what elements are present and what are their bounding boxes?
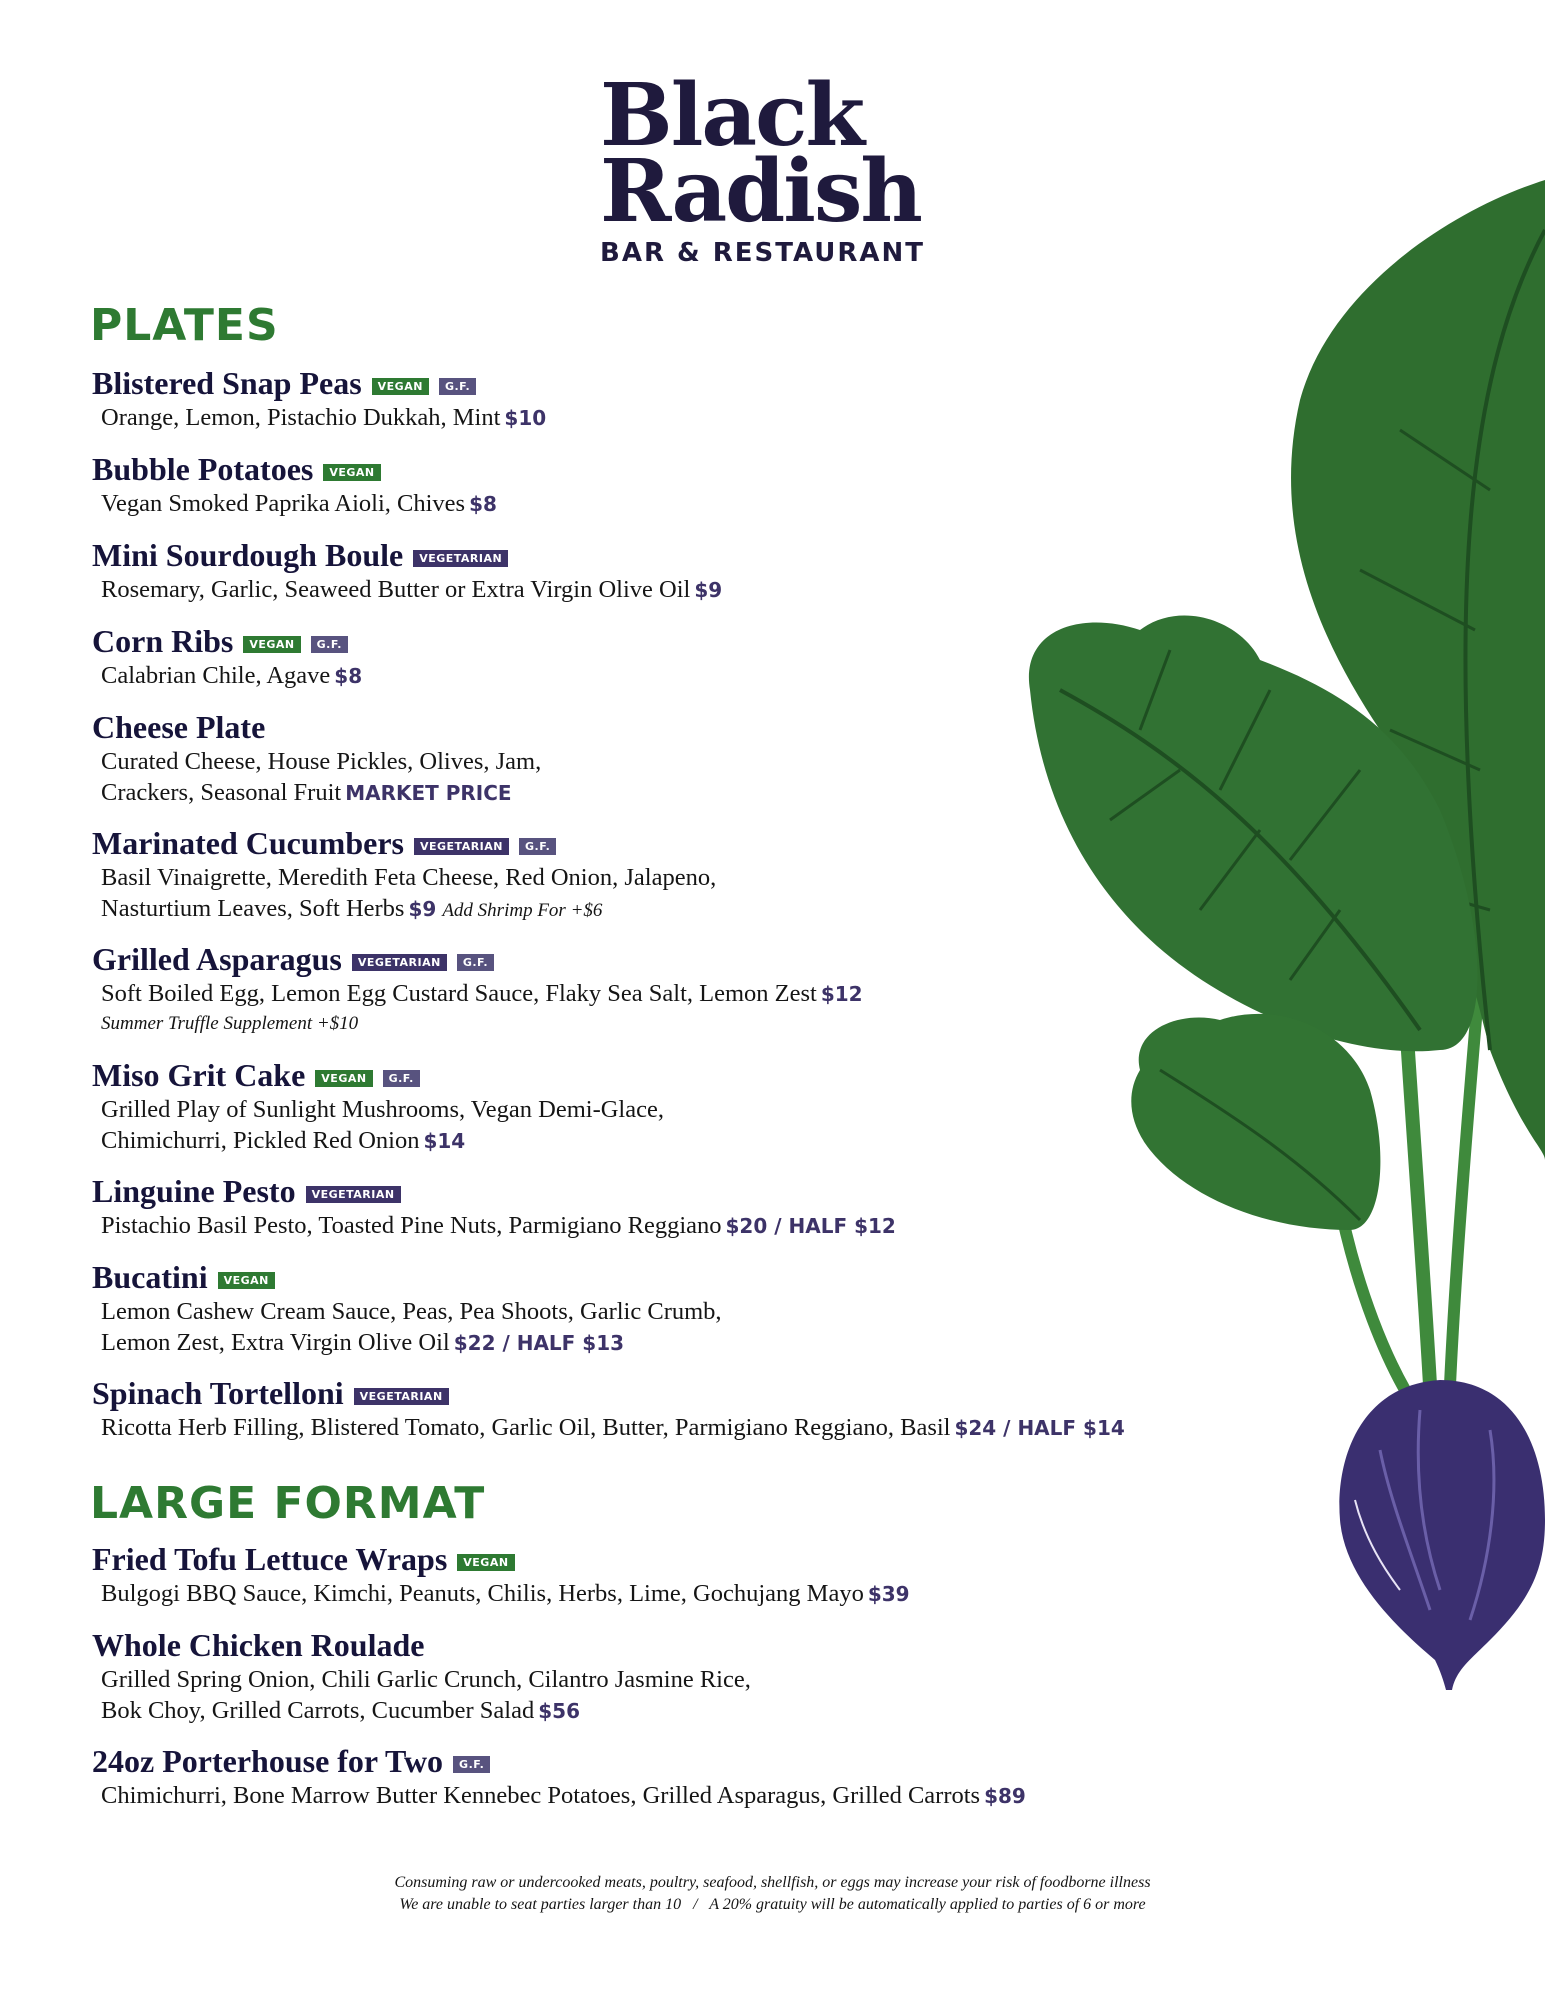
item-price: $8 — [334, 664, 363, 688]
item-price: $89 — [984, 1784, 1026, 1808]
vegetarian-badge: VEGETARIAN — [354, 1388, 449, 1405]
menu-item-spinach-tortelloni — [92, 1374, 1342, 1444]
item-description: Rosemary, Garlic, Seaweed Butter or Extra Virgin Olive Oil — [101, 576, 691, 603]
menu-item-bucatini — [92, 1258, 1342, 1359]
footer-party-policy: We are unable to seat parties larger than 10 / A 20% gratuity will be automatically applied to parties of 6 or more — [399, 1896, 1146, 1913]
item-description: Ricotta Herb Filling, Blistered Tomato, Garlic Oil, Butter, Parmigiano Reggiano, Basil — [101, 1414, 951, 1441]
logo-name-line2: Radish — [600, 141, 921, 242]
item-description: Lemon Zest, Extra Virgin Olive Oil — [101, 1329, 450, 1356]
footer-food-safety-notice: Consuming raw or undercooked meats, poultry, seafood, shellfish, or eggs may increase your risk of foodborne illness — [394, 1874, 1151, 1891]
item-description: Grilled Spring Onion, Chili Garlic Crunch, Cilantro Jasmine Rice, — [101, 1666, 751, 1693]
item-price: $12 — [820, 982, 863, 1006]
menu-item-grilled-asparagus — [92, 940, 1342, 1038]
item-price: $39 — [867, 1582, 910, 1606]
item-price: $22 / HALF $13 — [453, 1331, 625, 1355]
menu-item-cheese-plate — [92, 708, 1342, 809]
item-description: Nasturtium Leaves, Soft Herbs — [101, 895, 405, 922]
radish-bulb — [1339, 1380, 1545, 1690]
gf-badge: G.F. — [383, 1070, 420, 1087]
gf-badge: G.F. — [457, 954, 494, 971]
menu-item-miso-grit-cake — [92, 1056, 1342, 1157]
gf-badge: G.F. — [519, 838, 556, 855]
gf-badge: G.F. — [311, 636, 348, 653]
item-name: Miso Grit Cake — [92, 1056, 306, 1093]
vegetarian-badge: VEGETARIAN — [413, 550, 508, 567]
item-description: Pistachio Basil Pesto, Toasted Pine Nuts, Parmigiano Reggiano — [101, 1212, 722, 1239]
section-title-plates: PLATES — [90, 300, 279, 351]
vegan-badge: VEGAN — [372, 378, 429, 395]
menu-item-fried-tofu-lettuce-wraps — [92, 1540, 1342, 1610]
item-name: Blistered Snap Peas — [92, 364, 362, 401]
item-name: 24oz Porterhouse for Two — [92, 1742, 444, 1779]
item-price: MARKET PRICE — [345, 781, 512, 805]
menu-item-whole-chicken-roulade — [92, 1626, 1342, 1727]
item-price: $56 — [538, 1699, 580, 1723]
item-supplement-note: Summer Truffle Supplement +$10 — [101, 1013, 359, 1034]
menu-item-marinated-cucumbers — [92, 824, 1342, 926]
item-name: Grilled Asparagus — [92, 940, 342, 977]
vegan-badge: VEGAN — [218, 1272, 275, 1289]
item-addon-note: Add Shrimp For +$6 — [442, 900, 603, 921]
logo-subtitle: BAR & RESTAURANT — [600, 238, 926, 268]
vegan-badge: VEGAN — [457, 1554, 514, 1571]
item-price: $9 — [694, 578, 723, 602]
menu-item-corn-ribs — [92, 622, 1342, 692]
item-price: $10 — [504, 406, 547, 430]
vegetarian-badge: VEGETARIAN — [306, 1186, 401, 1203]
item-name: Spinach Tortelloni — [92, 1374, 344, 1411]
item-description: Bulgogi BBQ Sauce, Kimchi, Peanuts, Chilis, Herbs, Lime, Gochujang Mayo — [101, 1580, 864, 1607]
item-name: Bubble Potatoes — [92, 450, 314, 487]
gf-badge: G.F. — [439, 378, 476, 395]
menu-footer — [0, 1872, 1545, 1916]
menu-item-porterhouse-for-two — [92, 1742, 1342, 1812]
item-name: Mini Sourdough Boule — [92, 536, 404, 573]
item-name: Bucatini — [92, 1258, 208, 1295]
vegan-badge: VEGAN — [243, 636, 300, 653]
item-price: $9 — [408, 897, 437, 921]
item-price: $8 — [469, 492, 497, 516]
item-name: Linguine Pesto — [92, 1172, 296, 1209]
item-description: Chimichurri, Pickled Red Onion — [101, 1127, 420, 1154]
item-price: $20 / HALF $12 — [725, 1214, 896, 1238]
vegan-badge: VEGAN — [315, 1070, 372, 1087]
section-title-large-format: LARGE FORMAT — [90, 1478, 486, 1529]
item-name: Marinated Cucumbers — [92, 824, 404, 861]
menu-item-blistered-snap-peas — [92, 364, 1342, 434]
item-description: Crackers, Seasonal Fruit — [101, 779, 342, 806]
menu-item-bubble-potatoes — [92, 450, 1342, 520]
item-description: Calabrian Chile, Agave — [101, 662, 331, 689]
gf-badge: G.F. — [453, 1756, 490, 1773]
item-description: Chimichurri, Bone Marrow Butter Kennebec Potatoes, Grilled Asparagus, Grilled Carrots — [101, 1782, 981, 1809]
item-description: Curated Cheese, House Pickles, Olives, Jam, — [101, 748, 542, 775]
item-description: Basil Vinaigrette, Meredith Feta Cheese, Red Onion, Jalapeno, — [101, 864, 717, 891]
vegetarian-badge: VEGETARIAN — [414, 838, 509, 855]
vegetarian-badge: VEGETARIAN — [352, 954, 447, 971]
logo-name-line1: Black — [600, 65, 864, 166]
vegan-badge: VEGAN — [323, 464, 380, 481]
item-description: Vegan Smoked Paprika Aioli, Chives — [101, 490, 466, 517]
item-description: Grilled Play of Sunlight Mushrooms, Vegan Demi-Glace, — [101, 1096, 664, 1123]
item-price: $24 / HALF $14 — [954, 1416, 1125, 1440]
item-name: Cheese Plate — [92, 708, 266, 745]
item-description: Lemon Cashew Cream Sauce, Peas, Pea Shoots, Garlic Crumb, — [101, 1298, 722, 1325]
menu-item-linguine-pesto — [92, 1172, 1342, 1242]
restaurant-logo — [600, 65, 960, 268]
menu-item-mini-sourdough-boule — [92, 536, 1342, 606]
item-name: Whole Chicken Roulade — [92, 1626, 425, 1663]
item-description: Bok Choy, Grilled Carrots, Cucumber Salad — [101, 1697, 535, 1724]
item-price: $14 — [423, 1129, 466, 1153]
item-name: Fried Tofu Lettuce Wraps — [92, 1540, 448, 1577]
item-name: Corn Ribs — [92, 622, 234, 659]
item-description: Orange, Lemon, Pistachio Dukkah, Mint — [101, 404, 501, 431]
item-description: Soft Boiled Egg, Lemon Egg Custard Sauce, Flaky Sea Salt, Lemon Zest — [101, 980, 817, 1007]
